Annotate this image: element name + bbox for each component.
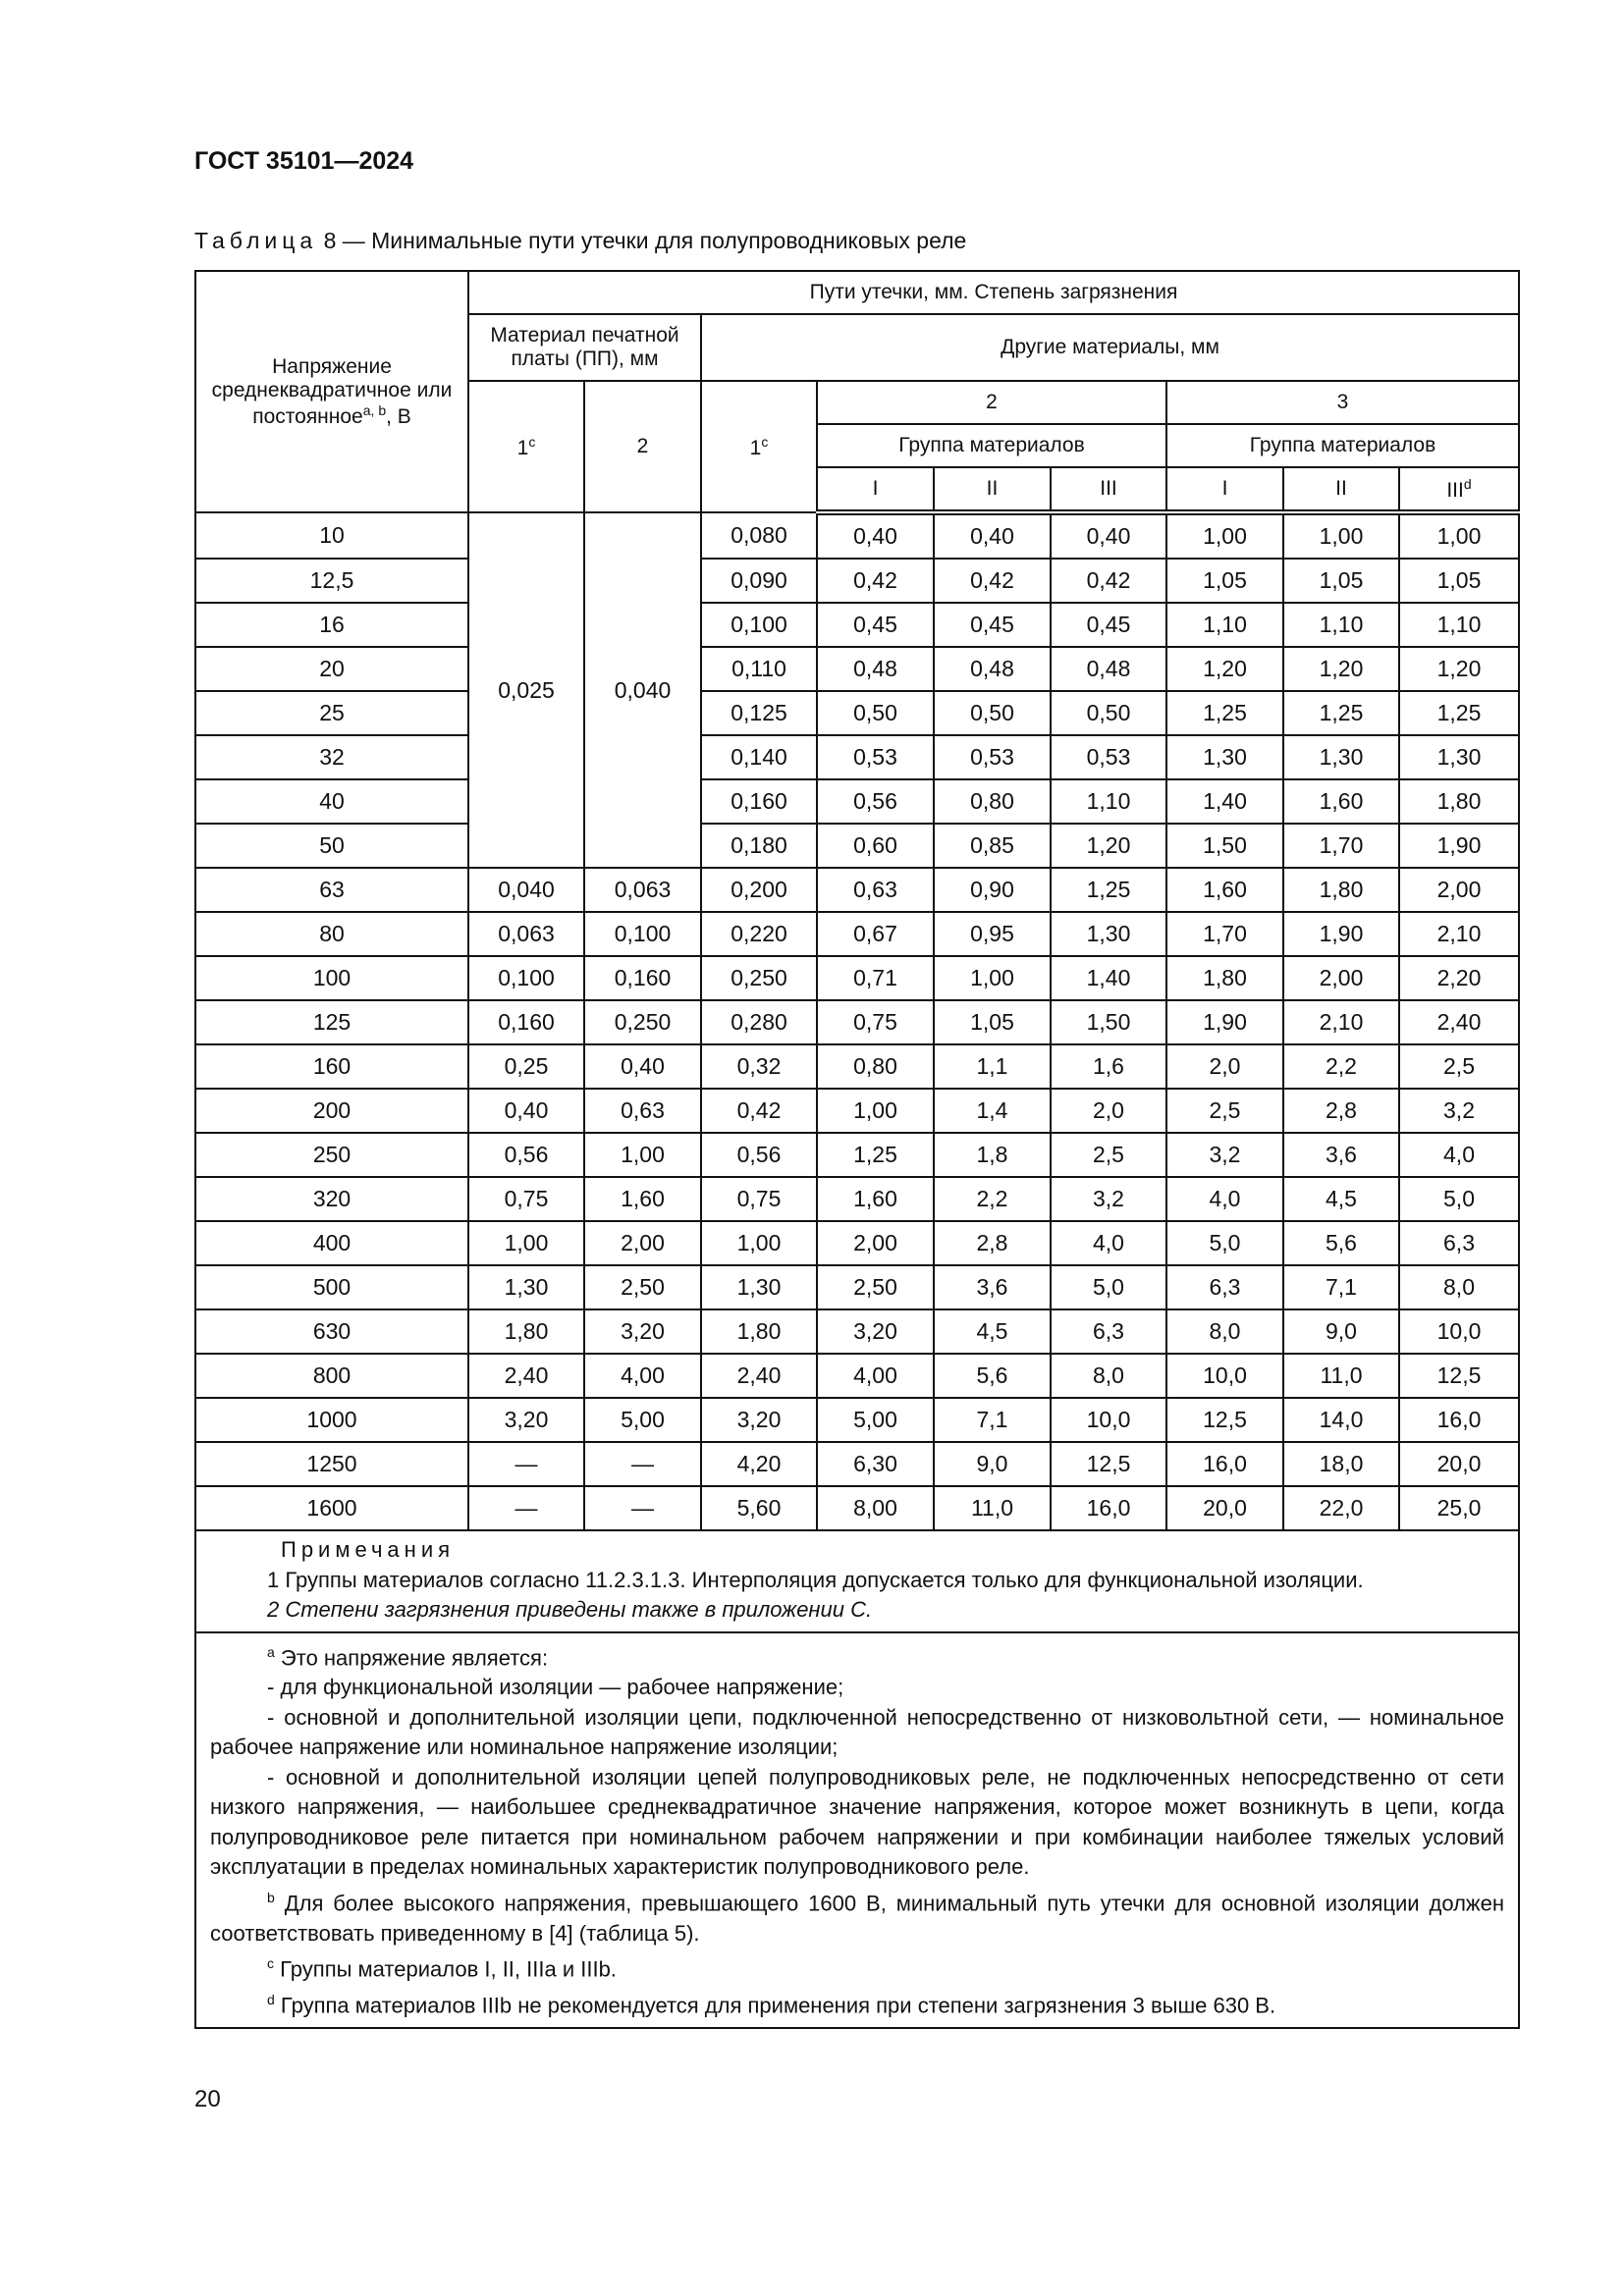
value-cell: 1,25 <box>1399 691 1519 735</box>
value-cell: 2,8 <box>934 1221 1051 1265</box>
value-cell: 4,00 <box>817 1354 934 1398</box>
value-cell: 1,10 <box>1166 603 1283 647</box>
value-cell: 0,63 <box>817 868 934 912</box>
value-cell: 1,80 <box>701 1309 817 1354</box>
value-cell: 8,0 <box>1051 1354 1166 1398</box>
value-cell: 0,80 <box>934 779 1051 824</box>
pcb-degree-1: 1$^c$ <box>468 381 584 512</box>
pcb-degree-2: 2 <box>584 381 701 512</box>
voltage-cell: 160 <box>195 1044 468 1089</box>
value-cell: 1,60 <box>1283 779 1399 824</box>
group-col: I <box>1166 467 1283 512</box>
value-cell: 0,42 <box>1051 559 1166 603</box>
group-col: III$^d$ <box>1399 467 1519 512</box>
value-cell: 0,040 <box>468 868 584 912</box>
value-cell: 0,200 <box>701 868 817 912</box>
value-cell: 12,5 <box>1166 1398 1283 1442</box>
value-cell: 2,10 <box>1399 912 1519 956</box>
note-1: 1 Группы материалов согласно 11.2.3.1.3. Интерполяция допускается только для функциональной изоляции. <box>267 1567 1364 1592</box>
pcb-header: Материал печатной платы (ПП), мм <box>468 314 701 381</box>
value-cell: 8,0 <box>1399 1265 1519 1309</box>
value-cell: 0,45 <box>1051 603 1166 647</box>
value-cell: 0,110 <box>701 647 817 691</box>
value-cell: 1,30 <box>468 1265 584 1309</box>
value-cell: 0,40 <box>584 1044 701 1089</box>
value-cell: 4,20 <box>701 1442 817 1486</box>
value-cell: 9,0 <box>934 1442 1051 1486</box>
value-cell: 9,0 <box>1283 1309 1399 1354</box>
value-cell: 1,05 <box>1166 559 1283 603</box>
table-row <box>195 603 1519 647</box>
value-cell: 3,20 <box>468 1398 584 1442</box>
voltage-cell: 630 <box>195 1309 468 1354</box>
value-cell: 0,160 <box>584 956 701 1000</box>
note-2: 2 Степени загрязнения приведены также в приложении С. <box>267 1597 873 1622</box>
value-cell: 0,50 <box>934 691 1051 735</box>
value-cell: 16,0 <box>1399 1398 1519 1442</box>
table-row <box>195 1177 1519 1221</box>
value-cell: 4,0 <box>1051 1221 1166 1265</box>
value-cell: 0,090 <box>701 559 817 603</box>
value-cell: 20,0 <box>1399 1442 1519 1486</box>
value-cell: 1,50 <box>1051 1000 1166 1044</box>
value-cell: 1,30 <box>1166 735 1283 779</box>
footnote-c: $^c$ Группы материалов I, II, IIIa и IIIb. <box>267 1955 617 1982</box>
value-cell: 0,063 <box>584 868 701 912</box>
value-cell: 0,60 <box>817 824 934 868</box>
value-cell: 1,10 <box>1399 603 1519 647</box>
caption-text: 8 — Минимальные пути утечки для полупроводниковых реле <box>317 228 967 253</box>
voltage-cell: 20 <box>195 647 468 691</box>
value-cell: 2,0 <box>1166 1044 1283 1089</box>
value-cell: 5,00 <box>817 1398 934 1442</box>
value-cell: 1,25 <box>1166 691 1283 735</box>
value-cell: 0,280 <box>701 1000 817 1044</box>
value-cell: 1,60 <box>817 1177 934 1221</box>
footnote-a-item: - для функциональной изоляции — рабочее напряжение; <box>267 1675 844 1700</box>
value-cell: 14,0 <box>1283 1398 1399 1442</box>
footnote-a-item: - основной и дополнительной изоляции цепей полупроводниковых реле, не подключенных непосредственно от сети низкого напряжения, — наибольшее среднеквадратичное значение напряжения, которое может возникнуть в цепи, когда полупроводниковое реле питается при номинальном рабочем напряжении и при комбинации наиболее тяжелых условий эксплуатации в пределах номинальных характеристик полупроводникового реле. <box>210 1764 1505 1880</box>
value-cell: 0,100 <box>468 956 584 1000</box>
value-cell: 18,0 <box>1283 1442 1399 1486</box>
value-cell: 1,00 <box>468 1221 584 1265</box>
document-header: ГОСТ 35101—2024 <box>194 147 414 175</box>
table-row <box>195 1000 1519 1044</box>
value-cell: 5,0 <box>1051 1265 1166 1309</box>
footnote-d: $^d$ Группа материалов IIIb не рекомендуется для применения при степени загрязнения 3 выше 630 В. <box>267 1991 1276 2018</box>
creepage-header: Пути утечки, мм. Степень загрязнения <box>468 271 1519 314</box>
table-row <box>195 1089 1519 1133</box>
value-cell: 5,6 <box>1283 1221 1399 1265</box>
value-cell: 1,60 <box>1166 868 1283 912</box>
value-cell: 1,00 <box>817 1089 934 1133</box>
value-cell: 2,10 <box>1283 1000 1399 1044</box>
value-cell: 25,0 <box>1399 1486 1519 1530</box>
value-cell: 2,00 <box>1399 868 1519 912</box>
value-cell: 3,20 <box>817 1309 934 1354</box>
value-cell: 3,6 <box>1283 1133 1399 1177</box>
voltage-cell: 1600 <box>195 1486 468 1530</box>
value-cell: 2,00 <box>1283 956 1399 1000</box>
merged-pp2-cell: 0,040 <box>584 512 701 868</box>
value-cell: 1,20 <box>1166 647 1283 691</box>
value-cell: 1,80 <box>1399 779 1519 824</box>
value-cell: 1,05 <box>1283 559 1399 603</box>
value-cell: 22,0 <box>1283 1486 1399 1530</box>
value-cell: 5,60 <box>701 1486 817 1530</box>
value-cell: 7,1 <box>934 1398 1051 1442</box>
voltage-cell: 63 <box>195 868 468 912</box>
value-cell: 2,20 <box>1399 956 1519 1000</box>
table-row <box>195 1486 1519 1530</box>
value-cell: 3,2 <box>1051 1177 1166 1221</box>
table-row <box>195 779 1519 824</box>
value-cell: 0,160 <box>468 1000 584 1044</box>
value-cell: 2,40 <box>468 1354 584 1398</box>
group-col: II <box>1283 467 1399 512</box>
value-cell: 2,5 <box>1166 1089 1283 1133</box>
value-cell: 1,70 <box>1166 912 1283 956</box>
value-cell: 0,53 <box>934 735 1051 779</box>
table-row <box>195 1265 1519 1309</box>
value-cell: 0,100 <box>584 912 701 956</box>
value-cell: 1,25 <box>1283 691 1399 735</box>
value-cell: 0,160 <box>701 779 817 824</box>
value-cell: 0,95 <box>934 912 1051 956</box>
value-cell: 1,30 <box>1283 735 1399 779</box>
voltage-cell: 800 <box>195 1354 468 1398</box>
value-cell: 11,0 <box>1283 1354 1399 1398</box>
value-cell: — <box>468 1486 584 1530</box>
value-cell: 4,0 <box>1399 1133 1519 1177</box>
voltage-cell: 250 <box>195 1133 468 1177</box>
value-cell: 2,5 <box>1399 1044 1519 1089</box>
value-cell: 2,00 <box>817 1221 934 1265</box>
value-cell: 1,40 <box>1166 779 1283 824</box>
other-materials-header: Другие материалы, мм <box>701 314 1519 381</box>
table-row <box>195 1221 1519 1265</box>
value-cell: 3,6 <box>934 1265 1051 1309</box>
value-cell: 1,50 <box>1166 824 1283 868</box>
table-row <box>195 512 1519 559</box>
group-header-2: Группа материалов <box>817 424 1166 467</box>
value-cell: 4,00 <box>584 1354 701 1398</box>
value-cell: 5,0 <box>1399 1177 1519 1221</box>
voltage-cell: 50 <box>195 824 468 868</box>
value-cell: 8,0 <box>1166 1309 1283 1354</box>
value-cell: 1,00 <box>1283 512 1399 559</box>
table-row <box>195 1442 1519 1486</box>
value-cell: 2,40 <box>701 1354 817 1398</box>
value-cell: 2,00 <box>584 1221 701 1265</box>
value-cell: 0,85 <box>934 824 1051 868</box>
value-cell: 1,90 <box>1166 1000 1283 1044</box>
voltage-cell: 80 <box>195 912 468 956</box>
value-cell: 1,00 <box>701 1221 817 1265</box>
value-cell: 0,53 <box>817 735 934 779</box>
table-row <box>195 1398 1519 1442</box>
value-cell: 0,25 <box>468 1044 584 1089</box>
value-cell: 1,80 <box>1283 868 1399 912</box>
voltage-cell: 16 <box>195 603 468 647</box>
group-col: II <box>934 467 1051 512</box>
notes-title: Примечания <box>281 1537 456 1562</box>
footnote-a-item: - основной и дополнительной изоляции цепи, подключенной непосредственно от низковольтной сети, — номинальное рабочее напряжение или номинальное напряжение изоляции; <box>210 1704 1505 1760</box>
value-cell: 10,0 <box>1051 1398 1166 1442</box>
value-cell: 10,0 <box>1166 1354 1283 1398</box>
value-cell: 1,1 <box>934 1044 1051 1089</box>
table-row <box>195 1354 1519 1398</box>
value-cell: 0,90 <box>934 868 1051 912</box>
value-cell: 1,10 <box>1051 779 1166 824</box>
value-cell: 0,250 <box>701 956 817 1000</box>
value-cell: 0,45 <box>817 603 934 647</box>
value-cell: 1,40 <box>1051 956 1166 1000</box>
value-cell: 16,0 <box>1166 1442 1283 1486</box>
value-cell: 0,100 <box>701 603 817 647</box>
value-cell: 0,40 <box>817 512 934 559</box>
value-cell: 1,00 <box>1166 512 1283 559</box>
value-cell: 0,75 <box>701 1177 817 1221</box>
value-cell: 3,20 <box>701 1398 817 1442</box>
value-cell: 0,63 <box>584 1089 701 1133</box>
value-cell: 0,50 <box>1051 691 1166 735</box>
merged-pp1-cell: 0,025 <box>468 512 584 868</box>
value-cell: 7,1 <box>1283 1265 1399 1309</box>
value-cell: 1,80 <box>1166 956 1283 1000</box>
value-cell: 0,53 <box>1051 735 1166 779</box>
value-cell: 0,56 <box>468 1133 584 1177</box>
value-cell: 0,56 <box>817 779 934 824</box>
value-cell: 11,0 <box>934 1486 1051 1530</box>
table-row <box>195 912 1519 956</box>
value-cell: 5,0 <box>1166 1221 1283 1265</box>
value-cell: 2,5 <box>1051 1133 1166 1177</box>
value-cell: 16,0 <box>1051 1486 1166 1530</box>
value-cell: 0,42 <box>934 559 1051 603</box>
value-cell: 1,25 <box>1051 868 1166 912</box>
footnotes-cell <box>195 1632 1519 2028</box>
value-cell: 6,3 <box>1051 1309 1166 1354</box>
voltage-cell: 40 <box>195 779 468 824</box>
value-cell: 0,67 <box>817 912 934 956</box>
value-cell: 4,5 <box>1283 1177 1399 1221</box>
other-degree-1: 1$^c$ <box>701 381 817 512</box>
value-cell: 0,75 <box>817 1000 934 1044</box>
value-cell: 0,48 <box>934 647 1051 691</box>
voltage-cell: 400 <box>195 1221 468 1265</box>
value-cell: 0,42 <box>817 559 934 603</box>
value-cell: 1,8 <box>934 1133 1051 1177</box>
value-cell: 0,71 <box>817 956 934 1000</box>
table-row <box>195 956 1519 1000</box>
caption-label: Таблица <box>194 228 318 253</box>
table-row <box>195 1044 1519 1089</box>
value-cell: 0,080 <box>701 512 817 559</box>
table-row <box>195 868 1519 912</box>
other-degree-2: 2 <box>817 381 1166 424</box>
value-cell: 2,0 <box>1051 1089 1166 1133</box>
value-cell: 4,5 <box>934 1309 1051 1354</box>
value-cell: 1,20 <box>1051 824 1166 868</box>
value-cell: 1,30 <box>1051 912 1166 956</box>
value-cell: 2,8 <box>1283 1089 1399 1133</box>
notes-cell <box>195 1530 1519 1632</box>
value-cell: 1,10 <box>1283 603 1399 647</box>
value-cell: 0,45 <box>934 603 1051 647</box>
group-col: III <box>1051 467 1166 512</box>
value-cell: 1,90 <box>1283 912 1399 956</box>
value-cell: 6,3 <box>1166 1265 1283 1309</box>
table-row <box>195 647 1519 691</box>
footnote-a: $^a$ Это напряжение является: <box>267 1643 549 1670</box>
value-cell: 1,05 <box>1399 559 1519 603</box>
value-cell: 0,125 <box>701 691 817 735</box>
value-cell: 1,05 <box>934 1000 1051 1044</box>
value-cell: 0,140 <box>701 735 817 779</box>
value-cell: 0,063 <box>468 912 584 956</box>
other-degree-3: 3 <box>1166 381 1519 424</box>
table-row <box>195 1309 1519 1354</box>
value-cell: 5,00 <box>584 1398 701 1442</box>
value-cell: 0,80 <box>817 1044 934 1089</box>
value-cell: 12,5 <box>1051 1442 1166 1486</box>
value-cell: 0,50 <box>817 691 934 735</box>
value-cell: 2,50 <box>817 1265 934 1309</box>
voltage-cell: 125 <box>195 1000 468 1044</box>
value-cell: 20,0 <box>1166 1486 1283 1530</box>
value-cell: 1,30 <box>1399 735 1519 779</box>
table-row <box>195 735 1519 779</box>
value-cell: 1,00 <box>934 956 1051 1000</box>
voltage-cell: 10 <box>195 512 468 559</box>
value-cell: 12,5 <box>1399 1354 1519 1398</box>
voltage-cell: 500 <box>195 1265 468 1309</box>
value-cell: 0,40 <box>1051 512 1166 559</box>
value-cell: 8,00 <box>817 1486 934 1530</box>
voltage-cell: 25 <box>195 691 468 735</box>
table-row <box>195 824 1519 868</box>
value-cell: 2,2 <box>1283 1044 1399 1089</box>
value-cell: 0,48 <box>817 647 934 691</box>
value-cell: 3,20 <box>584 1309 701 1354</box>
voltage-cell: 32 <box>195 735 468 779</box>
table-row <box>195 559 1519 603</box>
voltage-cell: 1250 <box>195 1442 468 1486</box>
voltage-cell: 200 <box>195 1089 468 1133</box>
value-cell: 4,0 <box>1166 1177 1283 1221</box>
value-cell: 1,00 <box>1399 512 1519 559</box>
value-cell: 1,4 <box>934 1089 1051 1133</box>
value-cell: — <box>584 1486 701 1530</box>
value-cell: 6,3 <box>1399 1221 1519 1265</box>
value-cell: 1,60 <box>584 1177 701 1221</box>
value-cell: 10,0 <box>1399 1309 1519 1354</box>
voltage-cell: 1000 <box>195 1398 468 1442</box>
group-header-3: Группа материалов <box>1166 424 1519 467</box>
value-cell: 0,75 <box>468 1177 584 1221</box>
value-cell: 1,6 <box>1051 1044 1166 1089</box>
value-cell: 0,40 <box>934 512 1051 559</box>
value-cell: 1,30 <box>701 1265 817 1309</box>
page-number: 20 <box>194 2086 221 2112</box>
voltage-cell: 320 <box>195 1177 468 1221</box>
value-cell: 2,40 <box>1399 1000 1519 1044</box>
value-cell: 0,56 <box>701 1133 817 1177</box>
voltage-cell: 12,5 <box>195 559 468 603</box>
table-row <box>195 1133 1519 1177</box>
value-cell: 1,20 <box>1283 647 1399 691</box>
value-cell: — <box>468 1442 584 1486</box>
value-cell: 1,70 <box>1283 824 1399 868</box>
value-cell: 1,90 <box>1399 824 1519 868</box>
footnote-b: $^b$ Для более высокого напряжения, превышающего 1600 В, минимальный путь утечки для основной изоляции должен соответствовать приведенному в [4] (таблица 5). <box>210 1889 1505 1946</box>
value-cell: 1,20 <box>1399 647 1519 691</box>
value-cell: 2,50 <box>584 1265 701 1309</box>
value-cell: 0,40 <box>468 1089 584 1133</box>
table-caption <box>194 228 966 254</box>
value-cell: 3,2 <box>1399 1089 1519 1133</box>
value-cell: 0,220 <box>701 912 817 956</box>
value-cell: 0,42 <box>701 1089 817 1133</box>
table-row <box>195 691 1519 735</box>
value-cell: 6,30 <box>817 1442 934 1486</box>
value-cell: — <box>584 1442 701 1486</box>
value-cell: 3,2 <box>1166 1133 1283 1177</box>
value-cell: 0,48 <box>1051 647 1166 691</box>
creepage-table <box>194 270 1520 2029</box>
value-cell: 1,80 <box>468 1309 584 1354</box>
value-cell: 1,00 <box>584 1133 701 1177</box>
voltage-header: Напряжение среднеквадратичное или постоянное$^{a, b}$, В <box>195 271 468 512</box>
voltage-cell: 100 <box>195 956 468 1000</box>
value-cell: 5,6 <box>934 1354 1051 1398</box>
value-cell: 0,250 <box>584 1000 701 1044</box>
group-col: I <box>817 467 934 512</box>
value-cell: 2,2 <box>934 1177 1051 1221</box>
value-cell: 1,25 <box>817 1133 934 1177</box>
value-cell: 0,32 <box>701 1044 817 1089</box>
value-cell: 0,180 <box>701 824 817 868</box>
